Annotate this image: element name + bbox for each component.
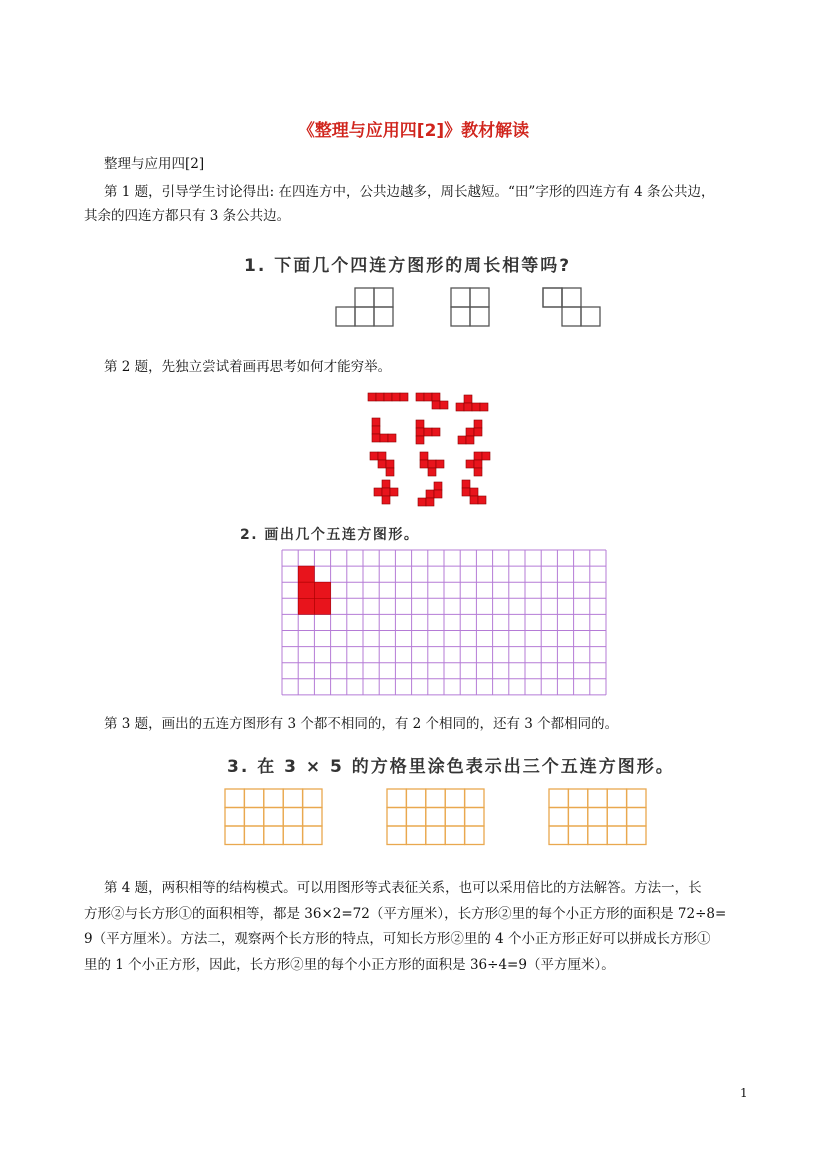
para4-line-1: 第 4 题，两积相等的结构模式。可以用图形等式表征关系，也可以采用倍比的方法解答。方法一，长 <box>104 880 702 896</box>
exercise-1-heading: 1. 下面几个四连方图形的周长相等吗? <box>244 256 572 276</box>
paragraph-exercise-3: 第 3 题，画出的五连方图形有 3 个都不相同的，有 2 个相同的，还有 3 个都相同的。 <box>104 716 619 732</box>
section-subheading: 整理与应用四[2] <box>104 156 205 172</box>
red-tile-11 <box>418 482 442 506</box>
red-tile-2 <box>416 393 448 409</box>
orange-grid-1 <box>225 789 322 845</box>
red-tile-12 <box>462 480 486 504</box>
para4-line-2: 方形②与长方形①的面积相等，都是 36×2=72（平方厘米），长方形②里的每个小正方形的面积是 72÷8= <box>84 905 727 922</box>
red-tile-10 <box>374 480 398 504</box>
para1-line-2: 其余的四连方都只有 3 条公共边。 <box>84 208 291 224</box>
para4-line-4: 里的 1 个小正方形，因此，长方形②里的每个小正方形的面积是 36÷4=9（平方厘米）。 <box>84 956 615 973</box>
red-tile-5 <box>416 420 440 444</box>
exercise-3-heading: 3. 在 3 × 5 的方格里涂色表示出三个五连方图形。 <box>227 757 675 777</box>
tetromino-shape-b <box>451 288 489 326</box>
page-number: 1 <box>740 1086 748 1100</box>
red-pentomino-cell <box>314 598 330 614</box>
red-pentomino-cell <box>314 582 330 598</box>
tetromino-shape-c <box>543 288 600 326</box>
red-pentomino-cell <box>298 598 314 614</box>
exercise-2-heading: 2. 画出几个五连方图形。 <box>240 527 420 543</box>
para1-line-1: 第 1 题，引导学生讨论得出: 在四连方中，公共边越多，周长越短。“田”字形的四连方有 4 条公共边， <box>104 184 715 200</box>
orange-grid-2 <box>387 789 484 845</box>
orange-grid-3 <box>549 789 646 845</box>
red-pentomino-cell <box>298 582 314 598</box>
paragraph-exercise-1 <box>84 180 744 228</box>
red-tile-4 <box>372 418 396 442</box>
red-tile-7 <box>370 452 394 476</box>
red-pentomino-cell <box>298 566 314 582</box>
paragraph-exercise-2: 第 2 题，先独立尝试着画再思考如何才能穷举。 <box>104 359 392 375</box>
page-title: 《整理与应用四[2]》教材解读 <box>297 121 530 141</box>
tetromino-shape-a <box>336 288 393 326</box>
red-tile-1 <box>368 393 408 401</box>
red-tile-9 <box>466 452 490 476</box>
paragraph-exercise-4 <box>84 876 744 978</box>
red-tile-6 <box>458 420 482 444</box>
red-tile-8 <box>420 452 444 476</box>
para4-line-3: 9（平方厘米）。方法二，观察两个长方形的特点，可知长方形②里的 4 个小正方形正好可以拼成长方形① <box>84 931 711 947</box>
red-tile-3 <box>456 395 488 411</box>
